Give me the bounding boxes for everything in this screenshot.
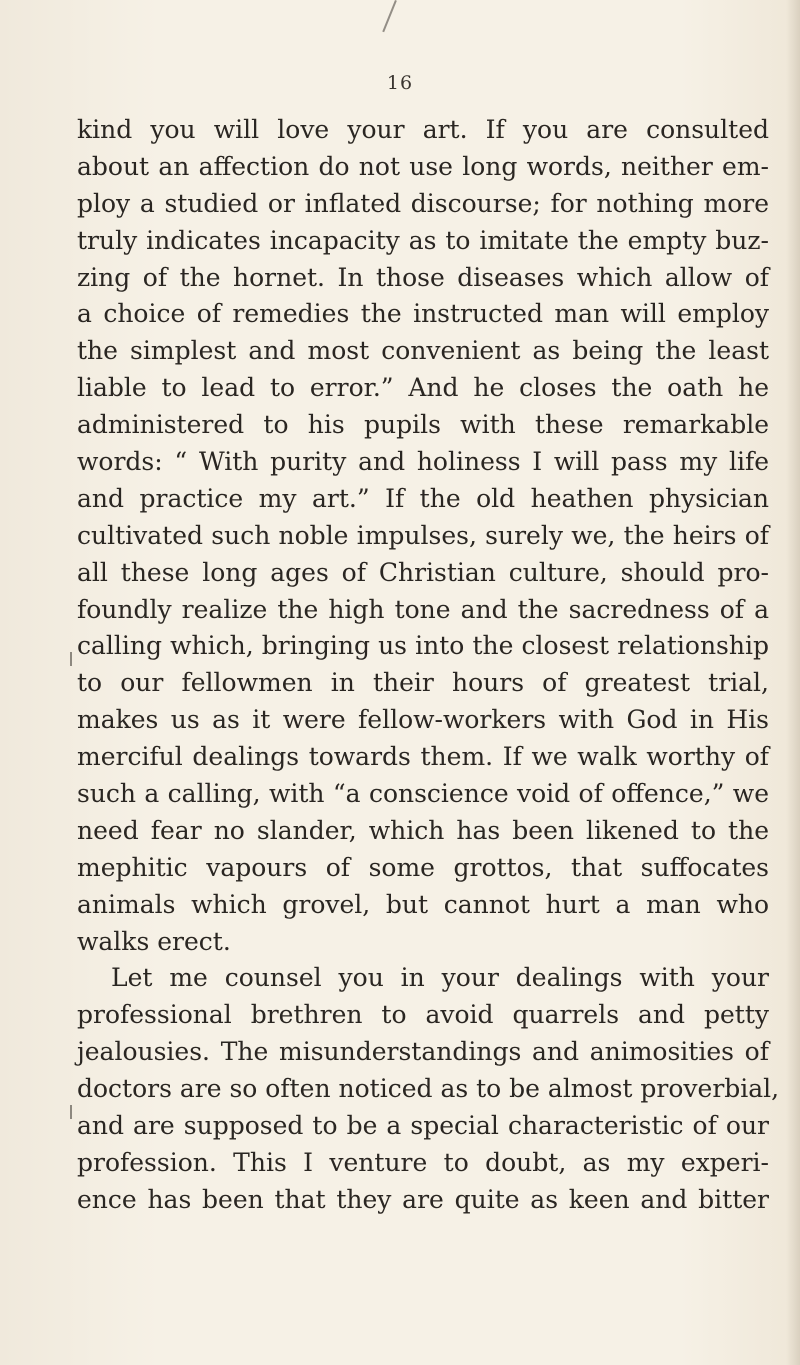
text-line: profession. This I venture to doubt, as my experi- xyxy=(77,1147,769,1177)
text-line: makes us as it were fellow-workers with God in His xyxy=(77,705,769,735)
text-line: jealousies. The misunderstandings and animosities of xyxy=(77,1037,769,1067)
text-line: such a calling, with “a conscience void of offence,” we xyxy=(77,779,769,809)
text-line: and practice my art.” If the old heathen physician xyxy=(77,483,769,513)
text-line: administered to his pupils with these remarkable xyxy=(77,410,769,440)
page-number: 16 xyxy=(386,72,414,94)
text-line: need fear no slander, which has been likened to the xyxy=(77,815,769,845)
margin-mark xyxy=(70,652,72,666)
text-line: words: “ With purity and holiness I will pass my life xyxy=(77,447,769,477)
text-line: cultivated such noble impulses, surely we, the heirs of xyxy=(77,520,769,550)
text-line: walks erect. xyxy=(77,926,231,956)
text-line: zing of the hornet. In those diseases which allow of xyxy=(77,262,769,292)
text-line: kind you will love your art. If you are consulted xyxy=(77,115,769,144)
text-line: mephitic vapours of some grottos, that suffocates xyxy=(77,852,769,882)
text-line: to our fellowmen in their hours of greatest trial, xyxy=(77,668,769,698)
page-edge-mark xyxy=(382,0,397,32)
text-line: doctors are so often noticed as to be almost proverbial, xyxy=(77,1074,780,1104)
text-line: about an affection do not use long words, neither em- xyxy=(77,151,769,181)
body-text xyxy=(77,112,780,1219)
text-line: animals which grovel, but cannot hurt a man who xyxy=(77,889,769,919)
text-line: truly indicates incapacity as to imitate the empty buz- xyxy=(77,225,769,255)
text-line: calling which, bringing us into the closest relationship xyxy=(77,631,769,661)
text-line: and are supposed to be a special characteristic of our xyxy=(77,1111,769,1141)
text-line: the simplest and most convenient as being the least xyxy=(77,336,769,366)
text-line: a choice of remedies the instructed man will employ xyxy=(77,299,769,329)
text-line: ence has been that they are quite as keen and bitter xyxy=(77,1184,769,1214)
text-line: foundly realize the high tone and the sacredness of a xyxy=(77,594,769,624)
text-line: professional brethren to avoid quarrels and petty xyxy=(77,1000,769,1030)
text-line: merciful dealings towards them. If we walk worthy of xyxy=(77,742,769,772)
text-line: liable to lead to error.” And he closes the oath he xyxy=(77,373,769,403)
text-line: ploy a studied or inflated discourse; for nothing more xyxy=(77,188,769,218)
page-edge-shadow xyxy=(786,0,800,1365)
text-line: all these long ages of Christian culture, should pro- xyxy=(77,557,769,587)
text-line: Let me counsel you in your dealings with your xyxy=(111,963,769,993)
margin-mark xyxy=(70,1105,72,1119)
